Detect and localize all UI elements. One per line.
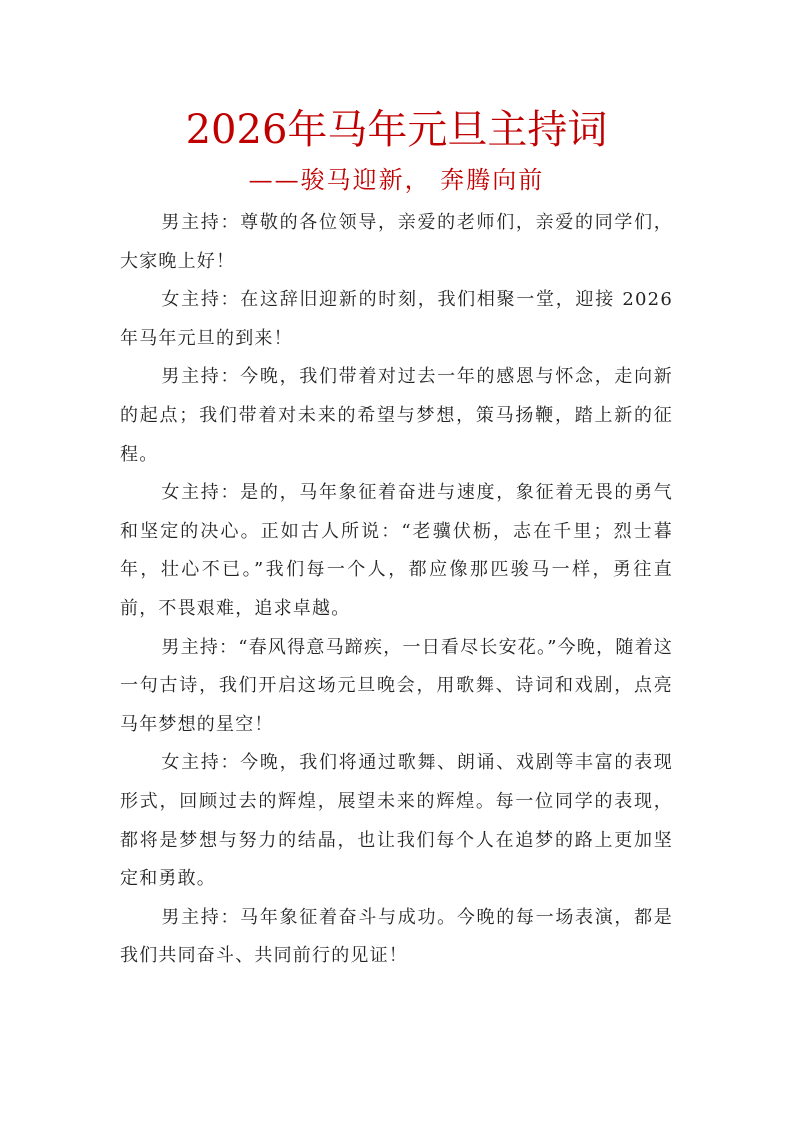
- paragraph-female-host-symbol: 女主持：是的，马年象征着奋进与速度，象征着无畏的勇气和坚定的决心。正如古人所说：“老骥伏枥，志在千里；烈士暮年，壮心不已。”我们每一个人，都应像那匹骏马一样，勇往直前，不畏艰难，追求卓越。: [120, 482, 673, 619]
- paragraph-male-host-tonight: 男主持：今晚，我们带着对过去一年的感恩与怀念，走向新的起点；我们带着对未来的希望与梦想，策马扬鞭，踏上新的征程。: [120, 366, 673, 465]
- document-subtitle: ——骏马迎新， 奔腾向前: [248, 166, 545, 194]
- document-title: 2026年马年元旦主持词: [185, 107, 608, 153]
- document-body: [120, 204, 673, 976]
- paragraph-female-host-program: 女主持：今晚，我们将通过歌舞、朗诵、戏剧等丰富的表现形式，回顾过去的辉煌，展望未来的辉煌。每一位同学的表现，都将是梦想与努力的结晶，也让我们每个人在追梦的路上更加坚定和勇敢。: [120, 752, 673, 890]
- paragraph-male-host-greeting: 男主持：尊敬的各位领导，亲爱的老师们，亲爱的同学们，大家晚上好！: [120, 212, 673, 272]
- paragraph-male-host-closing: 男主持：马年象征着奋斗与成功。今晚的每一场表演，都是我们共同奋斗、共同前行的见证！: [120, 906, 673, 967]
- paragraph-male-host-poem: 男主持：“春风得意马蹄疾，一日看尽长安花。”今晚，随着这一句古诗，我们开启这场元旦晚会，用歌舞、诗词和戏剧，点亮马年梦想的星空！: [120, 636, 673, 735]
- paragraph-female-host-welcome: 女主持：在这辞旧迎新的时刻，我们相聚一堂，迎接 2026 年马年元旦的到来！: [120, 289, 673, 349]
